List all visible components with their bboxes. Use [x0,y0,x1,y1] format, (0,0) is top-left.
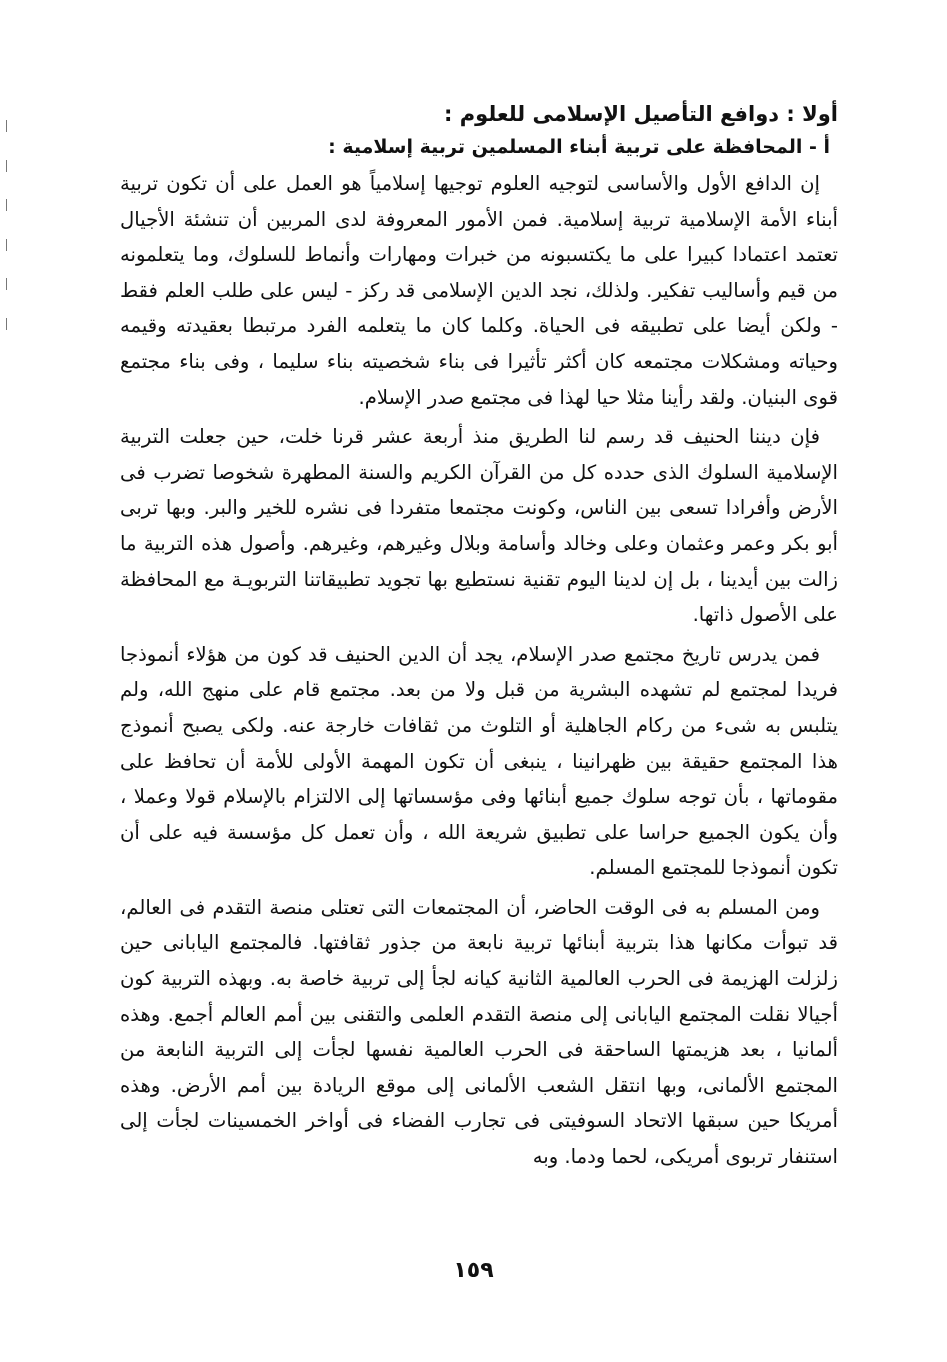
margin-tick [6,239,7,251]
margin-marks [6,120,10,330]
margin-tick [6,199,7,211]
margin-tick [6,120,7,132]
margin-tick [6,160,7,172]
paragraph-1: إن الدافع الأول والأساسى لتوجيه العلوم توجيها إسلامياً هو العمل على أن تكون تربية أبناء الأمة الإسلامية تربية إسلامية. فمن الأمور المعروفة لدى المربين أن تنشئة الأجيال تعتمد اعتمادا كبيرا على ما يكتسبونه من خبرات ومهارات وأنماط للسلوك، وما يتعلمونه من قيم وأساليب تفكير. ولذلك، نجد الدين الإسلامى قد ركز - ليس على طلب العلم فقط - ولكن أيضا على تطبيقه فى الحياة. وكلما كان ما يتعلمه الفرد مرتبطا بعقيدته وقيمه وحياته ومشكلات مجتمعه كان أكثر تأثيرا فى بناء شخصيته بناء سليما ، وفى بناء مجتمع قوى البنيان. ولقد رأينا مثلا حيا لهذا فى مجتمع صدر الإسلام. [120,172,838,409]
paragraph-2: فإن ديننا الحنيف قد رسم لنا الطريق منذ أربعة عشر قرنا خلت، حين جعلت التربية الإسلامية السلوك الذى حدده كل من القرآن الكريم والسنة المطهرة شخوصا تضرب فى الأرض وأفرادا تسعى بين الناس، وكونت مجتمعا متفردا فى نشره للخير والبر. وبها تربى أبو بكر وعمر وعثمان وعلى وخالد وأسامة وبلال وغيرهم، وغيرهم. وأصول هذه التربية ما زالت بين أيدينا ، بل إن لدينا اليوم تقنية نستطيع بها تجويد تطبيقاتنا التربويـة مع المحافظة على الأصول ذاتها. [120,425,838,627]
paragraph-3: فمن يدرس تاريخ مجتمع صدر الإسلام، يجد أن الدين الحنيف قد كون من هؤلاء أنموذجا فريدا لمجتمع لم تشهده البشرية من قبل ولا من بعد. مجتمع قام على منهج الله، ولم يتلبس به شىء من ركام الجاهلية أو التلوث من ثقافات خارجة عنه. ولكى يصبح أنموذج هذا المجتمع حقيقة بين ظهرانينا ، ينبغى أن تكون المهمة الأولى للأمة أن تحافظ على مقوماتها ، بأن توجه سلوك جميع أبنائها وفى مؤسساتها إلى الالتزام بالإسلام قولا وعملا ، وأن يكون الجميع حراسا على تطبيق شريعة الله ، وأن تعمل كل مؤسسة فيه على أن تكون أنموذجا للمجتمع المسلم. [120,642,838,880]
paragraph-4: ومن المسلم به فى الوقت الحاضر، أن المجتمعات التى تعتلى منصة التقدم فى العالم، قد تبوأت مكانها هذا بتربية أبنائها تربية نابعة من جذور ثقافتها. فالمجتمع اليابانى حين زلزلت الهزيمة فى الحرب العالمية الثانية كيانه لجأ إلى تربية خاصة به. وبهذه التربية كون أجيالا نقلت المجتمع اليابانى إلى منصة التقدم العلمى والتقنى بين أمم العالم أجمع. وهذه ألمانيا ، بعد هزيمتها الساحقة فى الحرب العالمية نفسها لجأت إلى التربية النابعة من المجتمع الألمانى، وبها انتقل الشعب الألمانى إلى موقع الريادة بين أمم الأرض. وهذه أمريكا حين سبقها الاتحاد السوفيتى فى تجارب الفضاء فى أواخر الخمسينات لجأت إلى استنفار تربوى أمريكى، لحما ودما. وبه [120,895,838,1169]
margin-tick [6,318,7,330]
section-heading: أولا : دوافع التأصيل الإسلامى للعلوم : [444,102,838,126]
subsection-heading: أ - المحافظة على تربية أبناء المسلمين تربية إسلامية : [328,136,830,158]
text-body [120,98,838,1175]
page-number: ١٥٩ [453,1258,494,1283]
margin-tick [6,278,7,290]
